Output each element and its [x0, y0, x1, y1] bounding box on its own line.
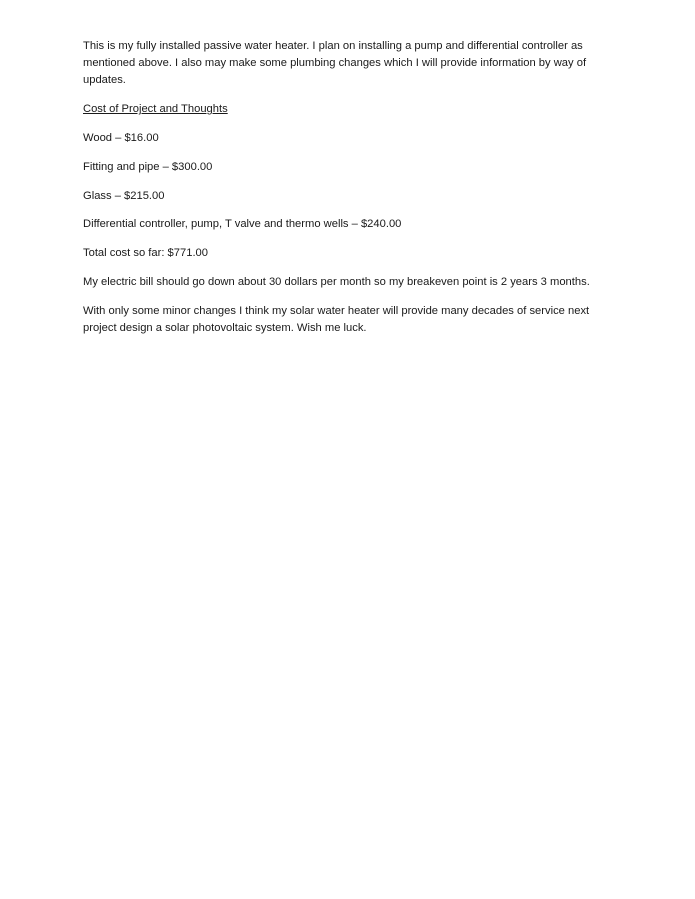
total-cost: Total cost so far: $771.00 — [83, 247, 209, 260]
cost-item-controller: Differential controller, pump, T valve and thermo wells – $240.00 — [83, 218, 402, 231]
closing-paragraph: With only some minor changes I think my solar water heater will provide many decades of service next project design a solar photovoltaic system. Wish me luck. — [83, 304, 590, 334]
intro-paragraph: This is my fully installed passive water heater. I plan on installing a pump and differential controller as mentioned above. I also may make some plumbing changes which I will provide information by way of updates. — [83, 40, 587, 87]
cost-item-glass: Glass – $215.00 — [83, 189, 165, 202]
cost-item-wood: Wood – $16.00 — [83, 132, 159, 144]
document-body — [83, 38, 613, 349]
breakeven-paragraph: My electric bill should go down about 30 dollars per month so my breakeven point is 2 years 3 months. — [83, 275, 590, 288]
section-heading: Cost of Project and Thoughts — [83, 103, 228, 116]
cost-item-fitting-pipe: Fitting and pipe – $300.00 — [83, 160, 213, 173]
